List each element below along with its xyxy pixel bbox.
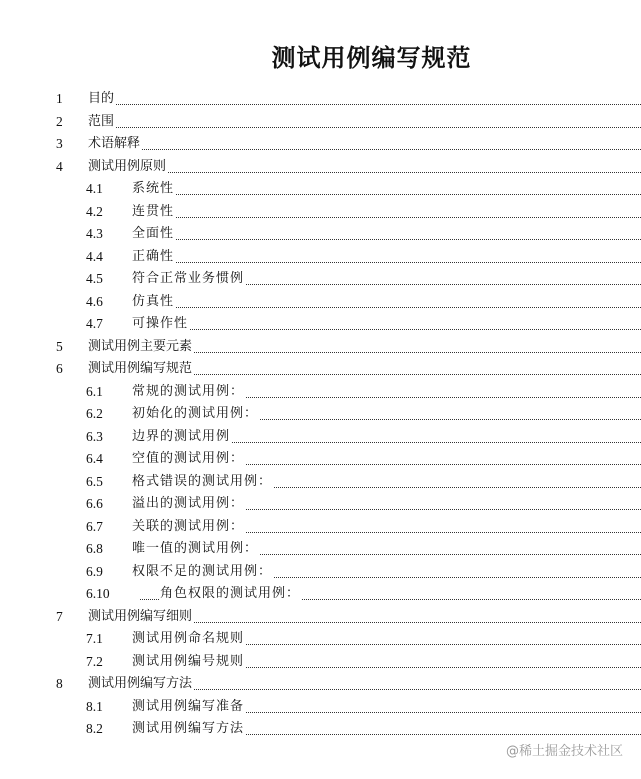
toc-entry-label: 空值的测试用例： [132, 448, 246, 471]
toc-entry[interactable] [0, 336, 641, 359]
toc-entry[interactable] [0, 493, 641, 516]
toc-entry-label: 范围 [88, 111, 116, 134]
toc-entry-number: 6.6 [86, 496, 103, 511]
toc-dot-leader [100, 170, 641, 173]
toc-entry-label: 测试用例主要元素 [88, 336, 194, 359]
toc-entry[interactable] [0, 133, 641, 156]
toc-entry-number: 4.7 [86, 316, 103, 331]
toc-entry-label: 权限不足的测试用例： [132, 561, 274, 584]
toc-entry[interactable] [0, 381, 641, 404]
toc-entry[interactable] [0, 111, 641, 134]
toc-entry-number: 2 [56, 113, 63, 129]
toc-entry-number: 8 [56, 676, 63, 691]
toc-entry-number: 4.3 [86, 226, 103, 241]
toc-dot-leader [140, 237, 641, 240]
toc-entry[interactable] [0, 583, 641, 606]
toc-dot-leader [140, 305, 641, 308]
toc-entry-number: 4 [56, 158, 63, 174]
toc-entry[interactable] [0, 628, 641, 651]
toc-entry-number: 8.2 [86, 721, 103, 736]
toc-entry-label: 测试用例编写规范 [88, 358, 194, 381]
toc-entry-number: 6.9 [86, 563, 103, 579]
toc-entry[interactable] [0, 403, 641, 426]
toc-entry[interactable] [0, 516, 641, 539]
watermark: @稀土掘金技术社区 [505, 744, 623, 759]
table-of-contents [0, 88, 641, 741]
toc-entry-label: 仿真性 [132, 291, 176, 314]
toc-entry-label: 关联的测试用例： [132, 516, 246, 539]
toc-entry-number: 6.7 [86, 518, 103, 534]
toc-entry-label: 格式错误的测试用例： [132, 471, 274, 494]
toc-entry-number: 6.8 [86, 541, 103, 556]
toc-entry-number: 7 [56, 608, 63, 624]
toc-entry-number: 8.1 [86, 698, 103, 714]
toc-entry-number: 6.5 [86, 473, 103, 489]
toc-entry[interactable] [0, 223, 641, 246]
toc-dot-leader [100, 125, 641, 128]
toc-entry-label: 测试用例编写方法 [132, 718, 246, 741]
toc-entry-number: 4.1 [86, 181, 103, 196]
toc-entry-label: 连贯性 [132, 201, 176, 224]
toc-entry[interactable] [0, 291, 641, 314]
toc-entry-label: 唯一值的测试用例： [132, 538, 260, 561]
toc-entry[interactable] [0, 696, 641, 719]
toc-entry[interactable] [0, 561, 641, 584]
toc-entry-label: 测试用例编写准备 [132, 696, 246, 719]
toc-entry[interactable] [0, 673, 641, 696]
toc-entry-number: 1 [56, 91, 63, 106]
toc-entry-label: 术语解释 [88, 133, 142, 156]
toc-entry-number: 4.4 [86, 248, 103, 264]
toc-dot-leader [140, 192, 641, 195]
toc-entry-number: 3 [56, 136, 63, 151]
document-title: 测试用例编写规范 [271, 44, 472, 72]
toc-entry[interactable] [0, 606, 641, 629]
toc-dot-leader [100, 147, 641, 150]
toc-entry[interactable] [0, 448, 641, 471]
toc-entry-number: 6.3 [86, 428, 103, 444]
toc-entry[interactable] [0, 718, 641, 741]
toc-entry-number: 5 [56, 338, 63, 354]
toc-dot-leader [140, 260, 641, 263]
toc-entry-label: 测试用例编号规则 [132, 651, 246, 674]
toc-entry-label: 测试用例命名规则 [132, 628, 246, 651]
toc-entry-label: 正确性 [132, 246, 176, 269]
toc-entry[interactable] [0, 246, 641, 269]
toc-entry-number: 4.5 [86, 271, 103, 286]
toc-entry[interactable] [0, 538, 641, 561]
toc-entry-label: 系统性 [132, 178, 176, 201]
toc-entry-number: 6 [56, 361, 63, 376]
toc-entry-number: 6.10 [86, 586, 110, 601]
toc-entry[interactable] [0, 358, 641, 381]
toc-dot-leader [100, 102, 641, 105]
toc-entry[interactable] [0, 268, 641, 291]
toc-entry-label: 初始化的测试用例： [132, 403, 260, 426]
toc-entry-label: 测试用例编写细则 [88, 606, 194, 629]
toc-entry[interactable] [0, 178, 641, 201]
toc-entry[interactable] [0, 651, 641, 674]
toc-entry-label: 测试用例原则 [88, 156, 168, 179]
toc-entry[interactable] [0, 156, 641, 179]
toc-entry-label: 溢出的测试用例： [132, 493, 246, 516]
toc-entry-label: 目的 [88, 88, 116, 111]
toc-entry-label: 可操作性 [132, 313, 190, 336]
toc-entry-number: 7.1 [86, 631, 103, 646]
toc-entry-number: 6.1 [86, 383, 103, 399]
toc-entry[interactable] [0, 88, 641, 111]
toc-entry[interactable] [0, 426, 641, 449]
toc-entry-label: 边界的测试用例 [132, 426, 232, 449]
toc-dot-leader [140, 327, 641, 330]
toc-entry[interactable] [0, 313, 641, 336]
toc-entry[interactable] [0, 471, 641, 494]
toc-entry-label: 角色权限的测试用例： [160, 583, 302, 606]
toc-entry-number: 7.2 [86, 653, 103, 669]
toc-entry-number: 4.6 [86, 293, 103, 309]
toc-entry-number: 6.4 [86, 451, 103, 466]
toc-entry-label: 常规的测试用例： [132, 381, 246, 404]
toc-entry-number: 4.2 [86, 203, 103, 219]
toc-entry-label: 符合正常业务惯例 [132, 268, 246, 291]
toc-dot-leader [140, 215, 641, 218]
toc-entry-number: 6.2 [86, 406, 103, 421]
toc-entry-label: 全面性 [132, 223, 176, 246]
toc-entry-label: 测试用例编写方法 [88, 673, 194, 696]
toc-entry[interactable] [0, 201, 641, 224]
